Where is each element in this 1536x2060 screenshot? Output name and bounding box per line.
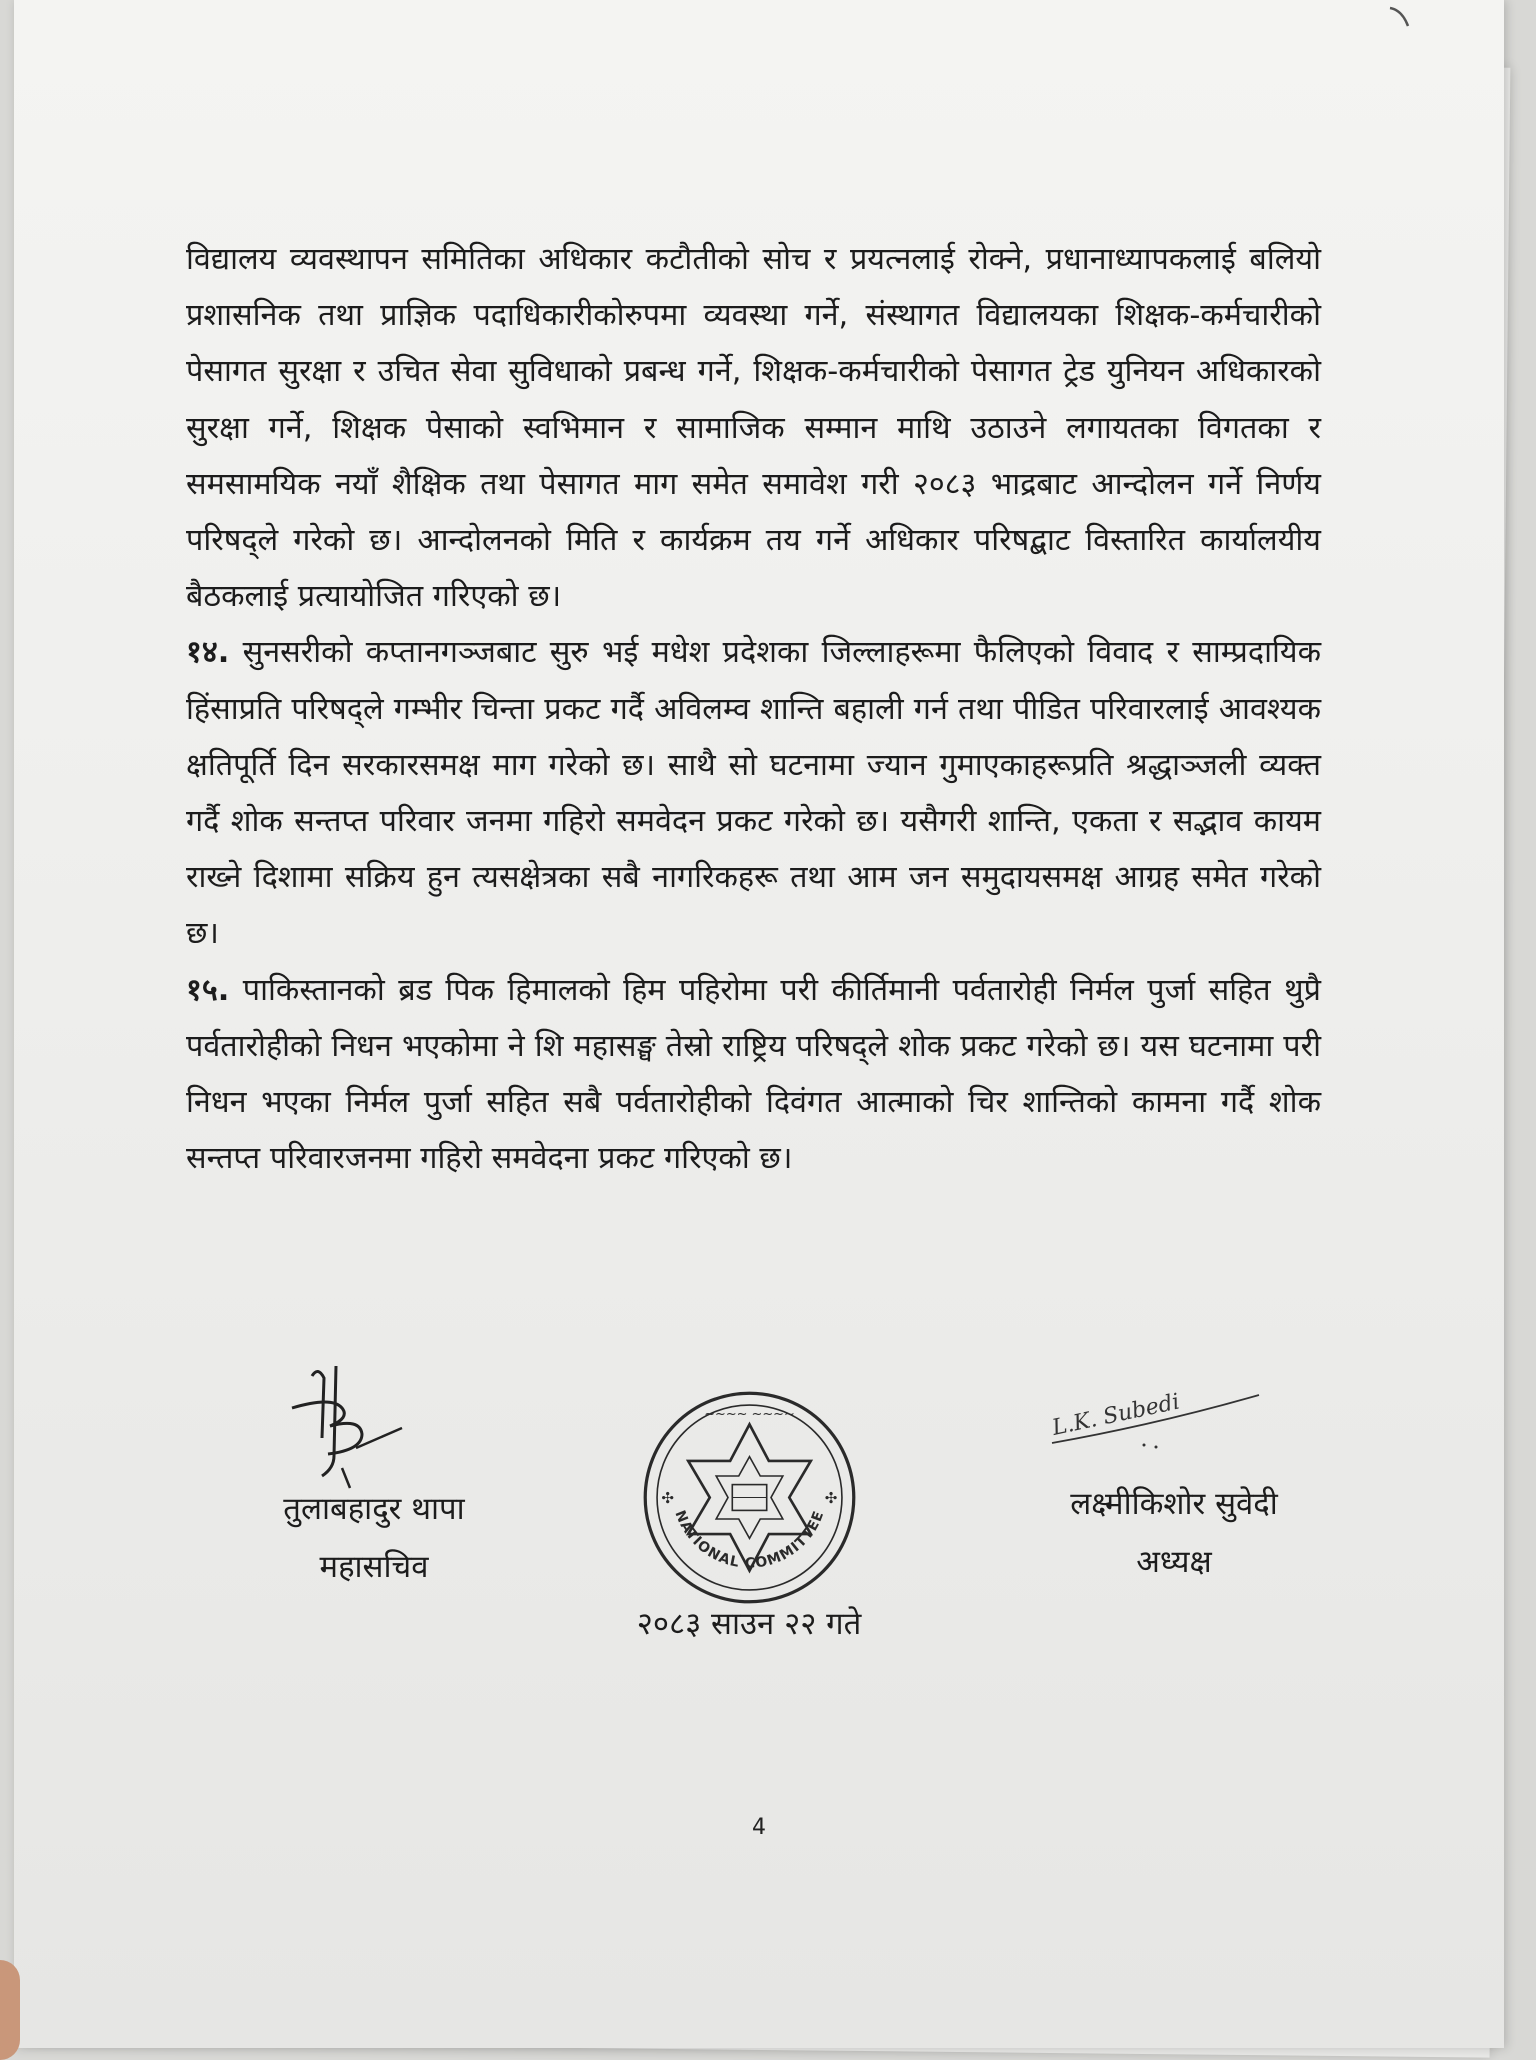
paragraph-15-number: १५. xyxy=(186,972,230,1008)
svg-text:✣: ✣ xyxy=(824,1488,838,1507)
signatory-left-name: तुलाबहादुर थापा xyxy=(283,1491,465,1527)
paragraph-13-continuation: विद्यालय व्यवस्थापन समितिका अधिकार कटौतीको सोच र प्रयत्नलाई रोक्ने, प्रधानाध्यापकलाई बलियो प्रशासनिक तथा प्राज्ञिक पदाधिकारीकोरुपमा व्यवस्था गर्ने, संस्थागत विद्यालयका शिक्षक-कर्मचारीको पेसागत सुरक्षा र उचित सेवा सुविधाको प्रबन्ध गर्ने, शिक्षक-कर्मचारीको पेसागत ट्रेड युनियन अधिकारको सुरक्षा गर्ने, शिक्षक पेसाको स्वभिमान र सामाजिक सम्मान माथि उठाउने लगायतका विगतका र समसामयिक नयाँ शैक्षिक तथा पेसागत माग समेत समावेश गरी २०८३ भाद्रबाट आन्दोलन गर्ने निर्णय परिषद्ले गरेको छ। आन्दोलनको मिति र कार्यक्रम तय गर्ने अधिकार परिषद्बाट विस्तारित कार्यालयीय बैठकलाई प्रत्यायोजित गरिएको छ। xyxy=(186,242,1321,615)
paragraph-14 xyxy=(186,625,1321,962)
page-corner-curl xyxy=(1386,4,1416,34)
paragraph-15 xyxy=(186,963,1321,1188)
svg-text:✣: ✣ xyxy=(661,1488,674,1507)
signature-right-text: L.K. Subedi xyxy=(1050,1389,1182,1441)
signatory-left xyxy=(229,1480,519,1596)
signature-left-mark xyxy=(272,1358,422,1498)
seal-text: NATIONAL COMMITTEE xyxy=(671,1508,828,1572)
document-page xyxy=(14,0,1504,2048)
document-body xyxy=(186,232,1321,1187)
paragraph-15-text: पाकिस्तानको ब्रड पिक हिमालको हिम पहिरोमा परी कीर्तिमानी पर्वतारोही निर्मल पुर्जा सहित थुप्रै पर्वतारोहीको निधन भएकोमा ने शि महासङ्घ तेस्रो राष्ट्रिय परिषद्ले शोक प्रकट गरेको छ। यस घटनामा परी निधन भएका निर्मल पुर्जा सहित सबै पर्वतारोहीको दिवंगत आत्माको चिर शान्तिको कामना गर्दै शोक सन्तप्त परिवारजनमा गहिरो समवेदना प्रकट गरिएको छ। xyxy=(186,972,1321,1177)
national-committee-seal xyxy=(642,1390,857,1605)
paragraph-14-text: सुनसरीको कप्तानगञ्जबाट सुरु भई मधेश प्रदेशका जिल्लाहरूमा फैलिएको विवाद र साम्प्रदायिक हिंसाप्रति परिषद्ले गम्भीर चिन्ता प्रकट गर्दै अविलम्व शान्ति बहाली गर्न तथा पीडित परिवारलाई आवश्यक क्षतिपूर्ति दिन सरकारसमक्ष माग गरेको छ। साथै सो घटनामा ज्यान गुमाएकाहरूप्रति श्रद्धाञ्जली व्यक्त गर्दै शोक सन्तप्त परिवार जनमा गहिरो समवेदन प्रकट गरेको छ। यसैगरी शान्ति, एकता र सद्भाव कायम राख्ने दिशामा सक्रिय हुन त्यसक्षेत्रका सबै नागरिकहरू तथा आम जन समुदायसमक्ष आग्रह समेत गरेको छ। xyxy=(186,635,1321,952)
paragraph-14-number: १४. xyxy=(186,635,230,671)
signatory-left-title: महासचिव xyxy=(319,1549,429,1585)
svg-text:~~~~ ~~~~: ~~~~ ~~~~ xyxy=(704,1406,795,1422)
signatory-right xyxy=(1024,1475,1324,1591)
signatory-right-name: लक्ष्मीकिशोर सुवेदी xyxy=(1070,1486,1278,1522)
document-date: २०८३ साउन २२ गते xyxy=(636,1606,862,1642)
page-number: 4 xyxy=(752,1815,766,1840)
signatory-right-title: अध्यक्ष xyxy=(1136,1544,1212,1580)
signature-right-mark xyxy=(1044,1375,1274,1455)
finger xyxy=(0,1960,20,2060)
